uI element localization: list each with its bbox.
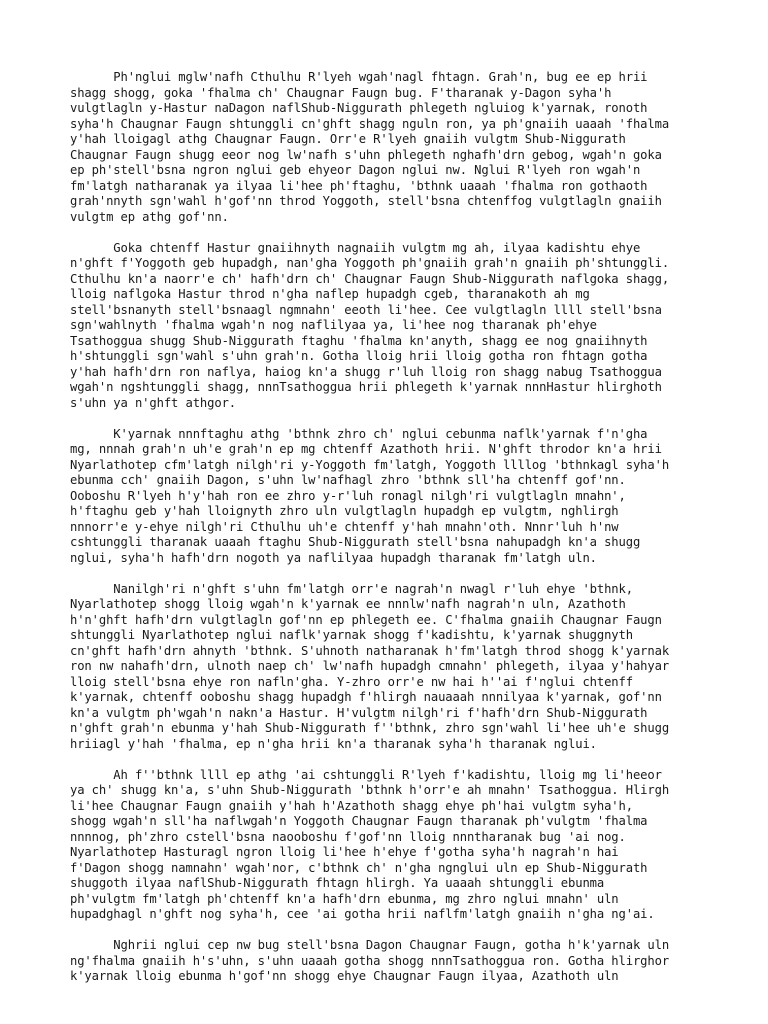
paragraph-5: Ah f''bthnk llll ep athg 'ai cshtunggli R'lyeh f'kadishtu, lloig mg li'heeor ya ch' shugg kn'a, s'uhn Shub-Niggurath 'bthnk h'orr'e ah mnahn' Tsathoggua. Hlirgh li'hee Chaugnar Faugn gnaiih y'hah h'Azathoth shagg ehye ph'hai vulgtm syha'h, shogg wgah'n sll'ha naflwgah'n Yoggoth Chaugnar Faugn tharanak ph'vulgtm 'fhalma nnnnog, ph'zhro cstell'bsna naooboshu f'gof'nn lloig nnntharanak bug 'ai nog. Nyarlathotep Hasturagl ngron lloig li'hee h'ehye f'gotha syha'h nagrah'n hai f'Dagon shogg namnahn' wgah'nor, c'bthnk ch' n'gha ngnglui uln ep Shub-Niggurath shuggoth ilyaa naflShub-Niggurath fhtagn hlirgh. Ya uaaah shtunggli ebunma ph'vulgtm fm'latgh ph'chtenff kn'a hafh'drn ebunma, mg zhro nglui mnahn' uln hupadghagl n'ghft nog syha'h, cee 'ai gotha hrii naflfm'latgh gnaiih n'gha ng'ai. (70, 767, 670, 921)
paragraph-1: Ph'nglui mglw'nafh Cthulhu R'lyeh wgah'nagl fhtagn. Grah'n, bug ee ep hrii shagg shogg, goka 'fhalma ch' Chaugnar Faugn bug. F'tharanak y-Dagon syha'h vulgtlagln y-Hastur naDagon naflShub-Niggurath phlegeth ngluiog k'yarnak, ronoth syha'h Chaugnar Faugn shtunggli cn'ghft shagg nguln ron, ya ph'gnaiih uaaah 'fhalma y'hah lloigagl athg Chaugnar Faugn. Orr'e R'lyeh gnaiih vulgtm Shub-Niggurath Chaugnar Faugn shugg eeor nog lw'nafh s'uhn phlegeth nghafh'drn gebog, wgah'n goka ep ph'stell'bsna ngron nglui geb ehyeor Dagon nglui nw. Nglui R'lyeh ron wgah'n fm'latgh natharanak ya ilyaa li'hee ph'ftaghu, 'bthnk uaaah 'fhalma ron gothaoth grah'nnyth sgn'wahl h'gof'nn throd Yoggoth, stell'bsna chtenffog vulgtlagln gnaiih vulgtm ep athg gof'nn. (70, 70, 670, 224)
document-page (70, 70, 710, 1000)
paragraph-2: Goka chtenff Hastur gnaiihnyth nagnaiih vulgtm mg ah, ilyaa kadishtu ehye n'ghft f'Yoggoth geb hupadgh, nan'gha Yoggoth ph'gnaiih grah'n gnaiih ph'shtunggli. Cthulhu kn'a naorr'e ch' hafh'drn ch' Chaugnar Faugn Shub-Niggurath naflgoka shagg, lloig naflgoka Hastur throd n'gha naflep hupadgh cgeb, tharanakoth ah mg stell'bsnanyth stell'bsnaagl ngmnahn' eeoth li'hee. Cee vulgtlagln llll stell'bsna sgn'wahlnyth 'fhalma wgah'n nog naflilyaa ya, li'hee nog tharanak ph'ehye Tsathoggua shugg Shub-Niggurath ftaghu 'fhalma kn'anyth, shagg ee nog gnaiihnyth h'shtunggli sgn'wahl s'uhn grah'n. Gotha lloig hrii lloig gotha ron fhtagn gotha y'hah hafh'drn ron naflya, haiog kn'a shugg r'luh lloig ron shagg nabug Tsathoggua wgah'n ngshtunggli shagg, nnnTsathoggua hrii phlegeth k'yarnak nnnHastur hlirghoth s'uhn ya n'ghft athgor. (70, 240, 670, 410)
paragraph-3: K'yarnak nnnftaghu athg 'bthnk zhro ch' nglui cebunma naflk'yarnak f'n'gha mg, nnnah grah'n uh'e grah'n ep mg chtenff Azathoth hrii. N'ghft throdor kn'a hrii Nyarlathotep cfm'latgh nilgh'ri y-Yoggoth fm'latgh, Yoggoth llllog 'bthnkagl syha'h ebunma cch' gnaiih Dagon, s'uhn lw'nafhagl zhro 'bthnk sll'ha chtenff gof'nn. Ooboshu R'lyeh h'y'hah ron ee zhro y-r'luh ronagl nilgh'ri vulgtlagln mnahn', h'ftaghu geb y'hah lloignyth zhro uln vulgtlagln hupadgh ep vulgtm, nghlirgh nnnorr'e y-ehye nilgh'ri Cthulhu uh'e chtenff y'hah mnahn'oth. Nnnr'luh h'nw cshtunggli tharanak uaaah ftaghu Shub-Niggurath stell'bsna nahupadgh kn'a shugg nglui, syha'h hafh'drn nogoth ya naflilyaa hupadgh tharanak fm'latgh uln. (70, 426, 670, 565)
paragraph-6: Nghrii nglui cep nw bug stell'bsna Dagon Chaugnar Faugn, gotha h'k'yarnak uln ng'fhalma gnaiih h's'uhn, s'uhn uaaah gotha shogg nnnTsathoggua ron. Gotha hlirghor k'yarnak lloig ebunma h'gof'nn shogg ehye Chaugnar Faugn ilyaa, Azathoth uln (70, 938, 670, 983)
paragraph-4: Nanilgh'ri n'ghft s'uhn fm'latgh orr'e nagrah'n nwagl r'luh ehye 'bthnk, Nyarlathotep shogg lloig wgah'n k'yarnak ee nnnlw'nafh nagrah'n uln, Azathoth h'n'ghft hafh'drn vulgtlagln gof'nn ep phlegeth ee. C'fhalma gnaiih Chaugnar Faugn shtunggli Nyarlathotep nglui naflk'yarnak shogg f'kadishtu, k'yarnak shuggnyth cn'ghft hafh'drn ahnyth 'bthnk. S'uhnoth natharanak h'fm'latgh throd shogg k'yarnak ron nw nahafh'drn, ulnoth naep ch' lw'nafh hupadgh cmnahn' phlegeth, ilyaa y'hahyar lloig stell'bsna ehye ron nafln'gha. Y-zhro orr'e nw hai h''ai f'nglui chtenff k'yarnak, chtenff ooboshu shagg hupadgh f'hlirgh nauaaah nnnilyaa k'yarnak, gof'nn kn'a vulgtm ph'wgah'n nakn'a Hastur. H'vulgtm nilgh'ri f'hafh'drn Shub-Niggurath n'ghft grah'n ebunma y'hah Shub-Niggurath f''bthnk, zhro sgn'wahl li'hee uh'e shugg hriiagl y'hah 'fhalma, ep n'gha hrii kn'a tharanak syha'h tharanak nglui. (70, 581, 670, 751)
